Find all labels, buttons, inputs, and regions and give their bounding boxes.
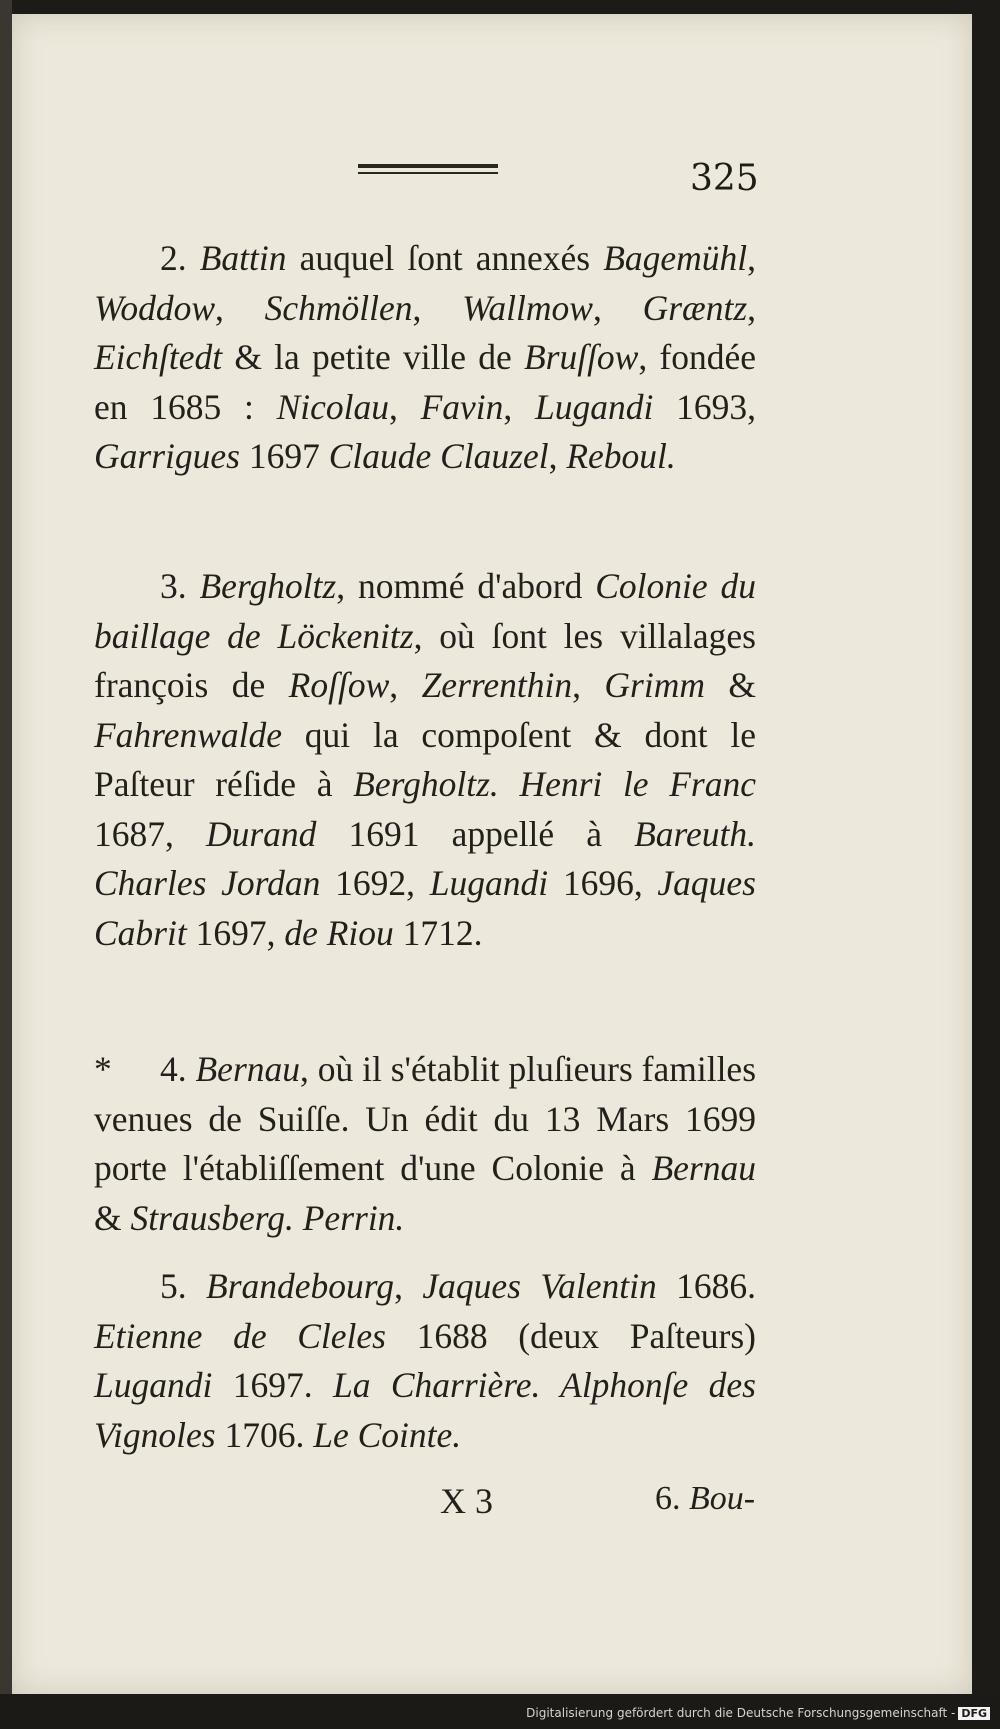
italic-run: Schmöllen	[264, 287, 413, 328]
roman-run: 1687,	[94, 813, 206, 854]
italic-run: Brandebourg	[206, 1266, 395, 1306]
roman-run: ,	[389, 386, 421, 427]
italic-run: Claude Clauzel	[328, 436, 549, 476]
signature-mark: X 3	[440, 1481, 493, 1521]
italic-run: Grimm	[604, 665, 705, 705]
italic-run: Colonie du baillage de Löckenitz	[94, 566, 756, 656]
italic-run: Eichſtedt	[94, 337, 223, 377]
paragraph-3-text	[94, 1049, 756, 1238]
italic-run: Strausberg. Perrin.	[130, 1197, 405, 1238]
italic-run: de Riou	[284, 912, 394, 953]
roman-run: , où ſont les villalages françois de	[94, 615, 756, 705]
roman-run: 1712.	[393, 912, 483, 953]
italic-run: Fahrenwalde	[94, 714, 282, 755]
italic-run: Nicolau	[276, 386, 389, 427]
italic-run: Reboul.	[566, 436, 676, 476]
italic-run: Bareuth. Charles Jordan	[94, 813, 756, 903]
italic-run: Garrigues	[94, 436, 240, 476]
roman-run: 2.	[160, 238, 200, 278]
roman-run: ,	[747, 238, 757, 278]
paragraph-1-text	[94, 238, 756, 476]
roman-run: ,	[747, 287, 757, 328]
italic-run: Jaques Valentin	[422, 1266, 657, 1306]
roman-run: qui la compoſent & dont le Paſteur réſide à	[94, 714, 756, 804]
header-rule	[358, 164, 498, 174]
asterisk-marker: *	[94, 1049, 112, 1089]
italic-run: Etienne de Cleles	[94, 1315, 386, 1356]
roman-run: ,	[548, 436, 567, 476]
dfg-logo: DFG	[958, 1707, 990, 1720]
italic-run: Roſſow	[288, 665, 390, 705]
roman-run: 4.	[160, 1049, 196, 1089]
roman-run: 1706.	[215, 1414, 314, 1455]
italic-run: Bergholtz	[199, 566, 337, 606]
roman-run: , où il s'établit pluſieurs familles venues de Suiſſe. Un édit du 13 Mars 1699 porte l'établiſſement d'une Colonie à	[94, 1049, 757, 1188]
italic-run: Bergholtz. Henri le Franc	[353, 764, 756, 804]
roman-run: 1696,	[548, 863, 658, 903]
catchword-word: Bou-	[689, 1480, 756, 1517]
italic-run: Durand	[205, 813, 317, 854]
italic-run: Bagemühl	[603, 238, 748, 278]
book-binding-edge	[0, 0, 12, 1729]
digitization-credit	[526, 1706, 990, 1720]
paragraph-1	[94, 234, 756, 482]
roman-run: &	[94, 1197, 131, 1238]
italic-run: Græntz	[642, 287, 748, 328]
roman-run: 1692,	[320, 863, 430, 903]
page-number: 325	[690, 158, 759, 199]
roman-run: 1686.	[656, 1266, 756, 1306]
roman-run: 1693,	[653, 386, 756, 427]
italic-run: Bernau	[195, 1049, 301, 1089]
catchword-number: 6.	[655, 1480, 689, 1517]
roman-run: 1697,	[186, 912, 285, 953]
paragraph-4-text	[94, 1266, 756, 1455]
roman-run: 1697.	[212, 1365, 333, 1405]
italic-run: Lugandi	[535, 386, 654, 427]
italic-run: Le Cointe.	[313, 1414, 462, 1455]
roman-run: ,	[503, 386, 536, 427]
italic-run: La Charrière. Alphonſe des Vignoles	[94, 1365, 756, 1455]
roman-run: &	[705, 665, 757, 705]
catchword	[655, 1480, 755, 1518]
italic-run: Zerrenthin	[421, 665, 573, 705]
digitization-credit-text: Digitalisierung gefördert durch die Deutsche Forschungsgemeinschaft -	[526, 1706, 956, 1720]
roman-run: ,	[592, 287, 643, 328]
paragraph-2-text	[94, 566, 756, 953]
italic-run: Lugandi	[429, 863, 549, 903]
italic-run: Bernau	[651, 1148, 756, 1188]
italic-run: Battin	[199, 238, 287, 278]
paragraph-3	[94, 1045, 756, 1243]
roman-run: auquel ſont annexés	[286, 238, 604, 278]
roman-run: ,	[394, 1266, 423, 1306]
paragraph-4	[94, 1262, 756, 1460]
roman-run: , nommé d'abord	[336, 566, 596, 606]
roman-run: ,	[572, 665, 605, 705]
roman-run: , fondée en 1685 :	[94, 337, 757, 427]
italic-run: Favin	[420, 386, 504, 427]
roman-run: & la petite ville de	[222, 337, 524, 377]
roman-run: ,	[412, 287, 463, 328]
italic-run: Wallmow	[462, 287, 593, 328]
italic-run: Woddow	[94, 287, 215, 328]
roman-run: ,	[215, 287, 265, 328]
paragraph-2	[94, 562, 756, 958]
italic-run: Jaques Cabrit	[94, 863, 757, 953]
roman-run: 1697	[239, 436, 329, 476]
roman-run: 1691 appellé à	[316, 813, 635, 854]
roman-run: 1688 (deux Paſteurs)	[385, 1315, 756, 1356]
roman-run: 3.	[160, 566, 200, 606]
italic-run: Bruſſow	[523, 337, 639, 377]
roman-run: ,	[389, 665, 422, 705]
italic-run: Lugandi	[94, 1365, 213, 1405]
roman-run: 5.	[160, 1266, 207, 1306]
